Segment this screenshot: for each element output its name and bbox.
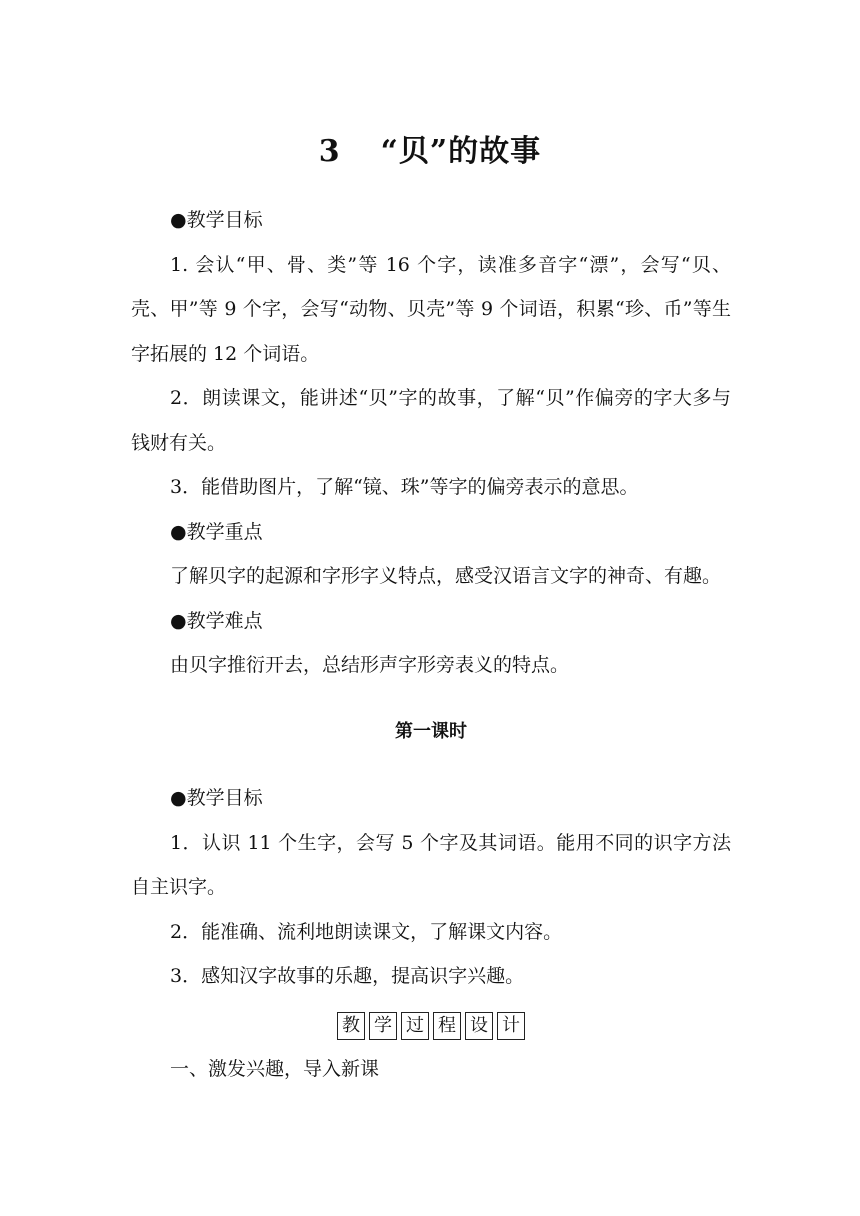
lesson-goal-item-2: 2．能准确、流利地朗读课文，了解课文内容。 [170, 920, 563, 943]
teaching-difficulty-heading: ●教学难点 [170, 609, 263, 632]
lesson-title-text: “贝”的故事 [380, 134, 542, 169]
goal-item-3: 3．能借助图片，了解“镜、珠”等字的偏旁表示的意思。 [170, 476, 639, 498]
goal-item-2: 2．朗读课文，能讲述“贝”字的故事，了解“贝”作偏旁的字大多与钱财有关。 [131, 387, 731, 454]
boxed-char: 学 [369, 1012, 397, 1040]
boxed-char: 程 [433, 1012, 461, 1040]
boxed-char: 设 [465, 1012, 493, 1040]
lesson-goal-item-1: 1．认识 11 个生字，会写 5 个字及其词语。能用不同的识字方法自主识字。 [131, 831, 731, 898]
teaching-difficulty-text: 由贝字推衍开去，总结形声字形旁表义的特点。 [170, 654, 570, 676]
boxed-char: 教 [337, 1012, 365, 1040]
teaching-key-heading: ●教学重点 [170, 520, 263, 543]
lesson-goal-item-3: 3．感知汉字故事的乐趣，提高识字兴趣。 [170, 965, 525, 987]
teaching-goals-heading: ●教学目标 [170, 209, 263, 231]
lesson-goals-heading: ●教学目标 [170, 787, 263, 809]
document-title [0, 130, 860, 174]
teaching-key-text: 了解贝字的起源和字形字义特点，感受汉语言文字的神奇、有趣。 [170, 565, 722, 587]
boxed-char: 计 [497, 1012, 525, 1040]
boxed-char: 过 [401, 1012, 429, 1040]
step-one-heading: 一、激发兴趣，导入新课 [170, 1057, 380, 1080]
lesson-one-heading: 第一课时 [395, 720, 467, 742]
goal-item-1: 1. 会认“甲、骨、类”等 16 个字，读准多音字“漂”，会写“贝、壳、甲”等 9 个字，会写“动物、贝壳”等 9 个词语，积累“珍、币”等生字拓展的 12 个词语。 [131, 253, 731, 365]
lesson-number: 3 [318, 134, 341, 169]
teaching-process-design-banner [131, 1003, 731, 1047]
document-body [131, 198, 731, 1091]
